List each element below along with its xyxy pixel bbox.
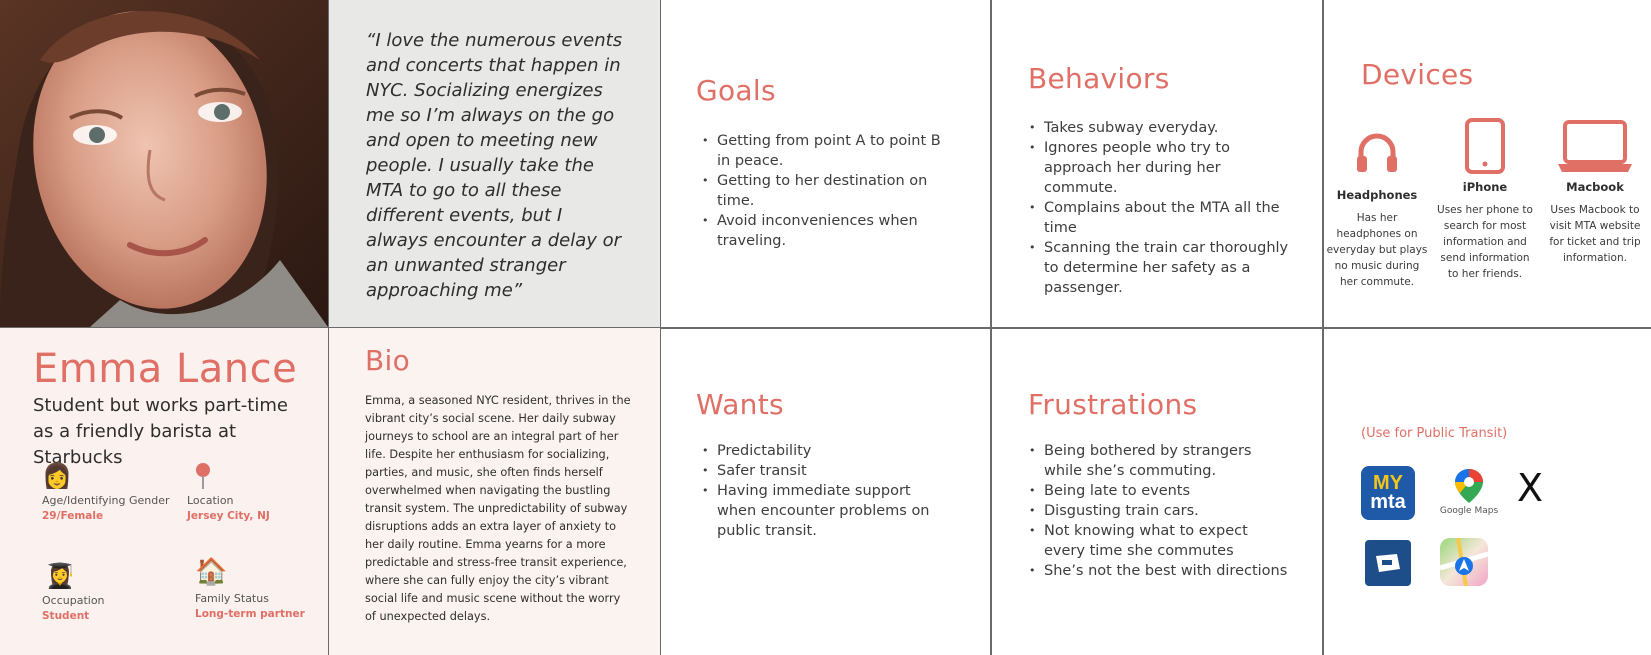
persona-name: Emma Lance — [33, 346, 298, 392]
apple-maps-icon — [1440, 538, 1488, 586]
wants-list — [702, 441, 952, 541]
frustrations-panel — [991, 328, 1322, 655]
headphones-icon — [1353, 128, 1401, 176]
student-emoji-icon: 👩‍🎓 — [45, 562, 75, 590]
google-maps-pin-icon — [1454, 468, 1484, 504]
behaviors-panel — [991, 0, 1322, 327]
google-maps-label: Google Maps — [1439, 506, 1499, 516]
list-item: • Avoid inconveniences when traveling. — [702, 211, 952, 251]
attribute-occupation — [42, 562, 182, 622]
behaviors-title: Behaviors — [1028, 62, 1170, 95]
list-item: • Getting to her destination on time. — [702, 171, 952, 211]
laptop-icon — [1557, 118, 1633, 174]
transit-app-icon — [1365, 540, 1411, 586]
attribute-value: Student — [42, 610, 90, 622]
list-item: • Complains about the MTA all the time — [1029, 198, 1289, 238]
attribute-value: Jersey City, NJ — [187, 510, 270, 522]
apple-maps-app-icon — [1440, 538, 1488, 586]
woman-emoji-icon: 👩 — [42, 462, 72, 490]
device-iphone — [1435, 118, 1535, 282]
attribute-label: Location — [187, 494, 234, 507]
attribute-value: Long-term partner — [195, 608, 305, 620]
device-description: Has her headphones on everyday but plays no music during her commute. — [1326, 212, 1428, 288]
list-item: • Ignores people who try to approach her during her commute. — [1029, 138, 1289, 198]
list-item: • Takes subway everyday. — [1029, 118, 1289, 138]
quote-panel — [329, 0, 660, 327]
device-name: Macbook — [1566, 180, 1624, 194]
behaviors-list — [1029, 118, 1289, 298]
train-icon — [1373, 552, 1403, 574]
iphone-icon — [1465, 118, 1505, 174]
list-item: • Not knowing what to expect every time she commutes — [1029, 521, 1291, 561]
location-pin-icon — [192, 462, 214, 490]
house-icon: 🏠 — [195, 557, 228, 587]
device-description: Uses Macbook to visit MTA website for ticket and trip information. — [1549, 204, 1641, 264]
mymta-logo-text: MY — [1373, 472, 1403, 494]
attribute-gender — [42, 462, 182, 522]
list-item: • Disgusting train cars. — [1029, 501, 1291, 521]
attribute-value: 29/Female — [42, 510, 104, 522]
persona-quote: “I love the numerous events and concerts that happen in NYC. Socializing energizes me so I’m always on the go and open to meeting new people. I usually take the MTA to go to all these different events, but I always encounter a delay or an unwanted stranger approaching me” — [366, 30, 623, 301]
device-headphones — [1323, 120, 1431, 290]
list-item: • Being bothered by strangers while she’s commuting. — [1029, 441, 1291, 481]
list-item: • Safer transit — [702, 461, 952, 481]
goals-title: Goals — [696, 74, 776, 107]
list-item: • Getting from point A to point B in peace. — [702, 131, 952, 171]
portrait-image — [0, 0, 328, 327]
frustrations-title: Frustrations — [1028, 388, 1198, 421]
device-name: Headphones — [1336, 188, 1418, 202]
wants-title: Wants — [696, 388, 784, 421]
devices-title: Devices — [1361, 58, 1474, 91]
goals-panel — [660, 0, 990, 327]
bio-text: Emma, a seasoned NYC resident, thrives in the vibrant city’s social scene. Her daily subway journeys to school are an integral part of her life. Despite her enthusiasm for socializing, parties, and music, she often finds herself overwhelmed when navigating the bustling transit system. The unpredictability of subway disruptions adds an extra layer of anxiety to her daily routine. Emma yearns for a more predictable and stress-free transit experience, where she can fully enjoy the city’s vibrant social life and music scene without the worry of unexpected delays. — [365, 394, 631, 623]
goals-list — [702, 131, 952, 251]
frustrations-list — [1029, 441, 1291, 581]
bio-panel — [329, 328, 660, 655]
attribute-label: Family Status — [195, 592, 269, 605]
list-item: • She’s not the best with directions — [1029, 561, 1291, 581]
x-logo-icon: X — [1517, 466, 1544, 510]
google-maps-app-icon — [1436, 468, 1502, 516]
persona-photo — [0, 0, 328, 327]
attribute-family-status — [195, 556, 325, 620]
device-name: iPhone — [1462, 180, 1508, 194]
attribute-label: Age/Identifying Gender — [42, 494, 170, 507]
wants-panel — [660, 328, 990, 655]
list-item: • Predictability — [702, 441, 952, 461]
mymta-app-icon — [1361, 466, 1415, 520]
mymta-logo-text: mta — [1370, 491, 1406, 513]
apps-panel — [1323, 328, 1651, 655]
apps-caption: (Use for Public Transit) — [1361, 426, 1508, 441]
list-item: • Having immediate support when encounter problems on public transit. — [702, 481, 952, 541]
attribute-label: Occupation — [42, 594, 105, 607]
list-item: • Scanning the train car thoroughly to determine her safety as a passenger. — [1029, 238, 1289, 298]
persona-role: Student but works part-time as a friendly barista at Starbucks — [33, 395, 288, 468]
bio-title: Bio — [365, 344, 411, 377]
device-macbook — [1543, 118, 1647, 266]
devices-panel — [1323, 0, 1651, 327]
persona-info-panel — [0, 328, 328, 655]
list-item: • Being late to events — [1029, 481, 1291, 501]
attribute-location — [187, 462, 317, 522]
device-description: Uses her phone to search for most information and send information to her friends. — [1437, 204, 1533, 280]
